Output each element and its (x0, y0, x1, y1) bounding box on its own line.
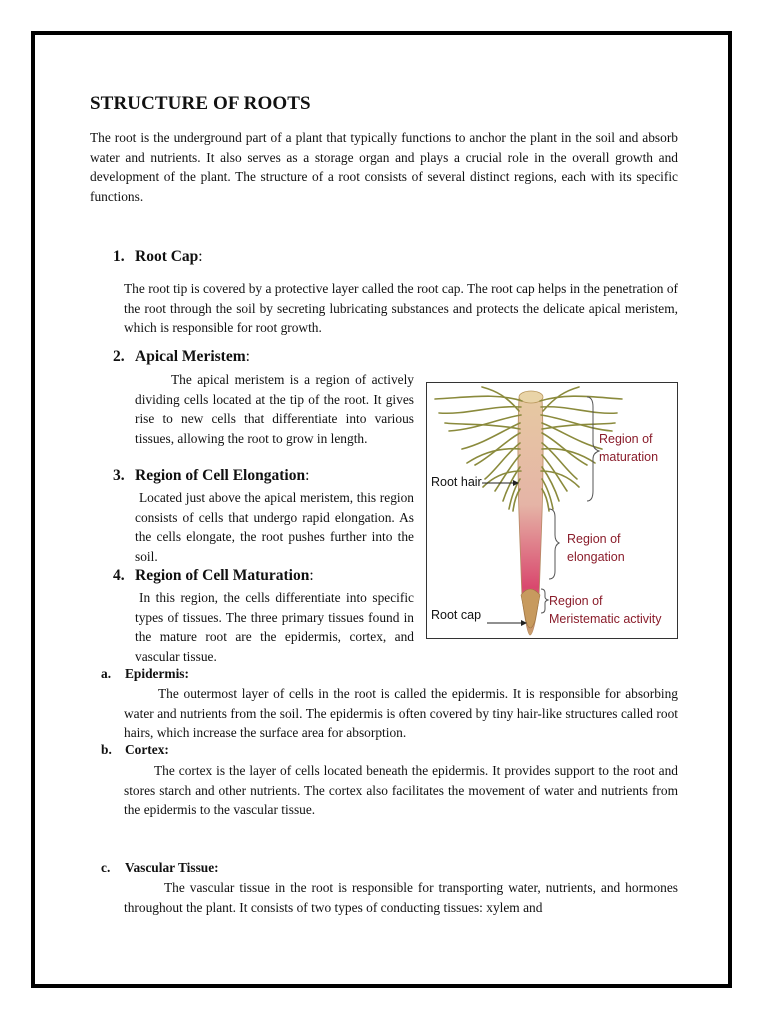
label-region-meristematic-2: Meristematic activity (549, 612, 662, 626)
subsection-text-cortex: The cortex is the layer of cells located beneath the epidermis. It provides support to the root and stores starch and other nutrients. The cortex also facilitates the movement of water and nutrients from the epidermis to the vascular tissue. (124, 763, 678, 818)
section-text-root-cap: The root tip is covered by a protective layer called the root cap. The root cap helps in the penetration of the root through the soil by secreting lubricating substances and protects the delicate apical meristem, which is responsible for root growth. (124, 281, 678, 336)
subsection-text-epidermis: The outermost layer of cells in the root is called the epidermis. It is responsible for absorbing water and nutrients from the soil. The epidermis is often covered by tiny hair-like structures called root hairs, which increase the surface area for absorption. (124, 686, 678, 741)
label-root-hair: Root hair (431, 475, 482, 489)
label-root-cap: Root cap (431, 608, 482, 622)
bracket-meristematic (541, 589, 548, 613)
label-region-elongation-2: elongation (567, 550, 625, 564)
root-structure-figure (426, 382, 678, 639)
subsection-text-vascular-tissue: The vascular tissue in the root is responsible for transporting water, nutrients, and hormones throughout the plant. It consists of two types of conducting tissues: xylem and (124, 880, 678, 915)
label-region-maturation-2: maturation (599, 450, 659, 464)
section-text-cell-elongation: Located just above the apical meristem, this region consists of cells that undergo rapid elongation. As the cells elongate, the root pushes further into the soil. (135, 490, 414, 564)
label-region-meristematic-1: Region of (549, 594, 603, 608)
section-text-apical-meristem: The apical meristem is a region of actively dividing cells located at the tip of the root. It gives rise to new cells that differentiate into various tissues, allowing the root to grow in length. (135, 372, 414, 446)
bracket-elongation (549, 509, 559, 579)
section-heading-cell-elongation: 3. Region of Cell Elongation: (113, 467, 310, 484)
section-heading-apical-meristem: 2. Apical Meristem: (113, 348, 250, 365)
subsection-heading-epidermis: a. Epidermis: (101, 666, 189, 681)
page-title: STRUCTURE OF ROOTS (90, 93, 311, 114)
section-text-cell-maturation: In this region, the cells differentiate into specific types of tissues. The three primary tissues found in the mature root are the epidermis, cortex, and vascular tissue. (135, 590, 414, 664)
root-diagram (427, 383, 677, 638)
label-region-elongation-1: Region of (567, 532, 621, 546)
section-heading-root-cap: 1. Root Cap: (113, 248, 203, 265)
subsection-heading-vascular-tissue: c. Vascular Tissue: (101, 860, 219, 875)
subsection-heading-cortex: b. Cortex: (101, 742, 169, 757)
label-region-maturation-1: Region of (599, 432, 653, 446)
intro-paragraph: The root is the underground part of a plant that typically functions to anchor the plant in the soil and absorb water and nutrients. It also serves as a storage organ and plays a crucial role in the overall growth and development of the plant. The structure of a root consists of several distinct regions, each with its specific functions. (90, 130, 678, 204)
section-heading-cell-maturation: 4. Region of Cell Maturation: (113, 567, 314, 584)
